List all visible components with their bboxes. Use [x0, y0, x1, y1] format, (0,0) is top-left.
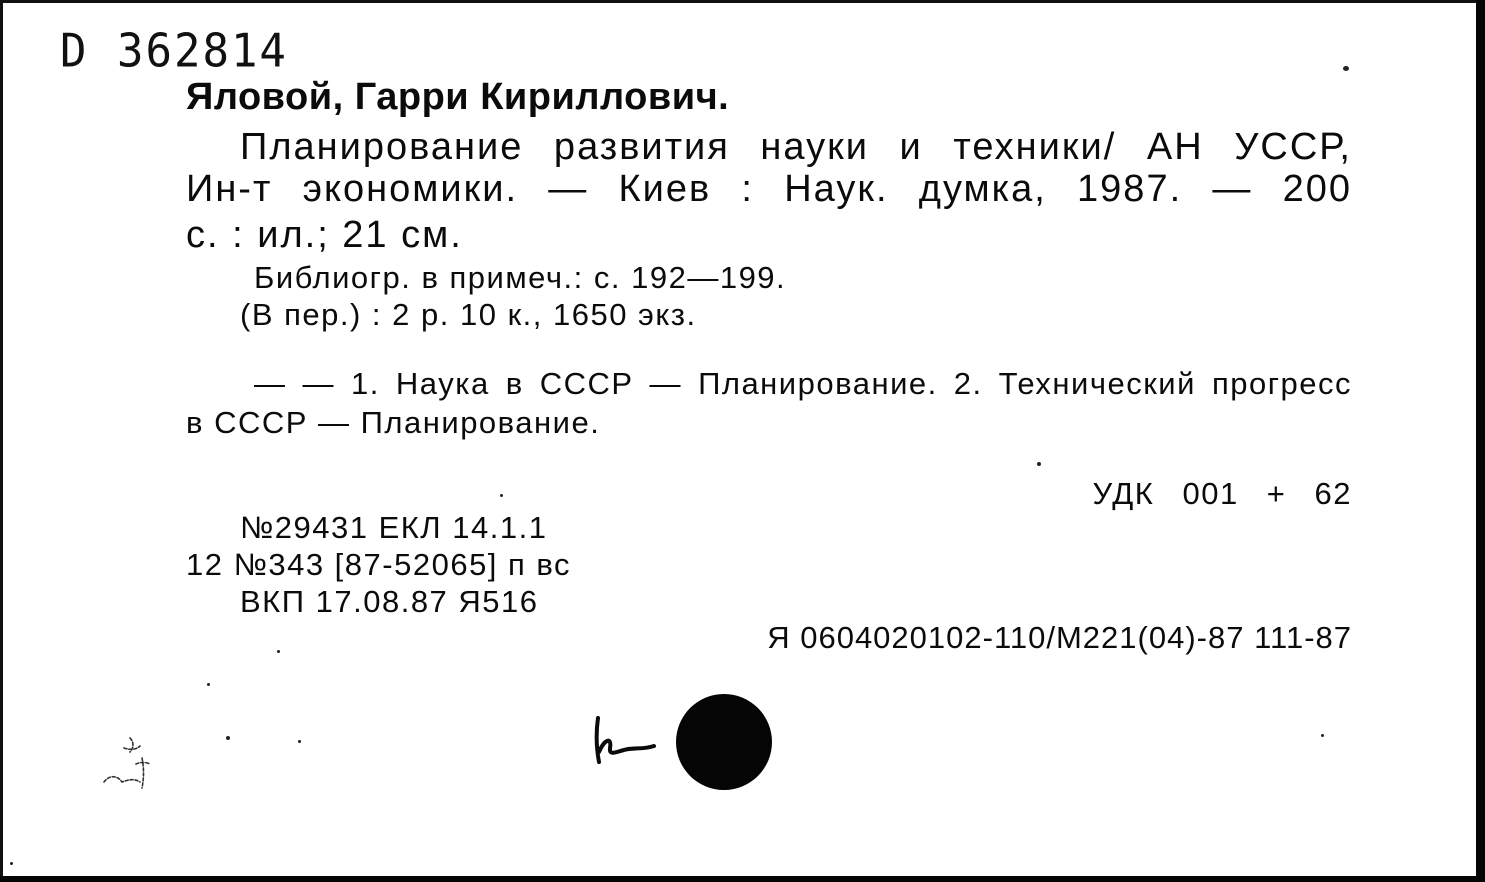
handwritten-mark-icon [590, 712, 662, 768]
bibliography-note: Библиогр. в примеч.: с. 192—199. [254, 260, 787, 295]
author-heading: Яловой, Гарри Кириллович. [186, 76, 730, 118]
subject-headings-line-2: в СССР — Планирование. [186, 405, 601, 440]
udc-code: УДК 001 + 62 [1092, 476, 1352, 511]
registry-line-1: №29431 ЕКЛ 14.1.1 [240, 510, 548, 545]
card-border-right [1476, 0, 1485, 882]
handwritten-initials-icon [100, 734, 164, 790]
card-border-top [0, 0, 1485, 3]
title-line-1: Планирование развития науки и техники/ АН УССР, [240, 126, 1352, 168]
subject-headings-line-1: — — 1. Наука в СССР — Планирование. 2. Технический прогресс [254, 366, 1352, 401]
speck [500, 494, 503, 497]
card-border-bottom [0, 876, 1485, 882]
call-number: D 362814 [60, 24, 288, 79]
speck [298, 740, 301, 743]
speck [226, 736, 230, 740]
title-line-2: Ин-т экономики. — Киев : Наук. думка, 1987. — 200 [186, 168, 1352, 210]
registry-line-2: 12 №343 [87-52065] п вс [186, 547, 572, 582]
stamp-dot [676, 694, 772, 790]
title-line-3: с. : ил.; 21 см. [186, 214, 463, 256]
classification-code: Я 0604020102-110/М221(04)-87 111-87 [767, 620, 1352, 655]
speck [1343, 66, 1349, 71]
registry-line-3: ВКП 17.08.87 Я516 [240, 584, 539, 619]
speck [10, 862, 13, 865]
speck [277, 650, 280, 653]
speck [1037, 462, 1041, 466]
price-note: (В пер.) : 2 р. 10 к., 1650 экз. [240, 297, 697, 332]
card-border-left [0, 0, 3, 882]
speck [207, 683, 210, 686]
speck [1321, 734, 1324, 737]
